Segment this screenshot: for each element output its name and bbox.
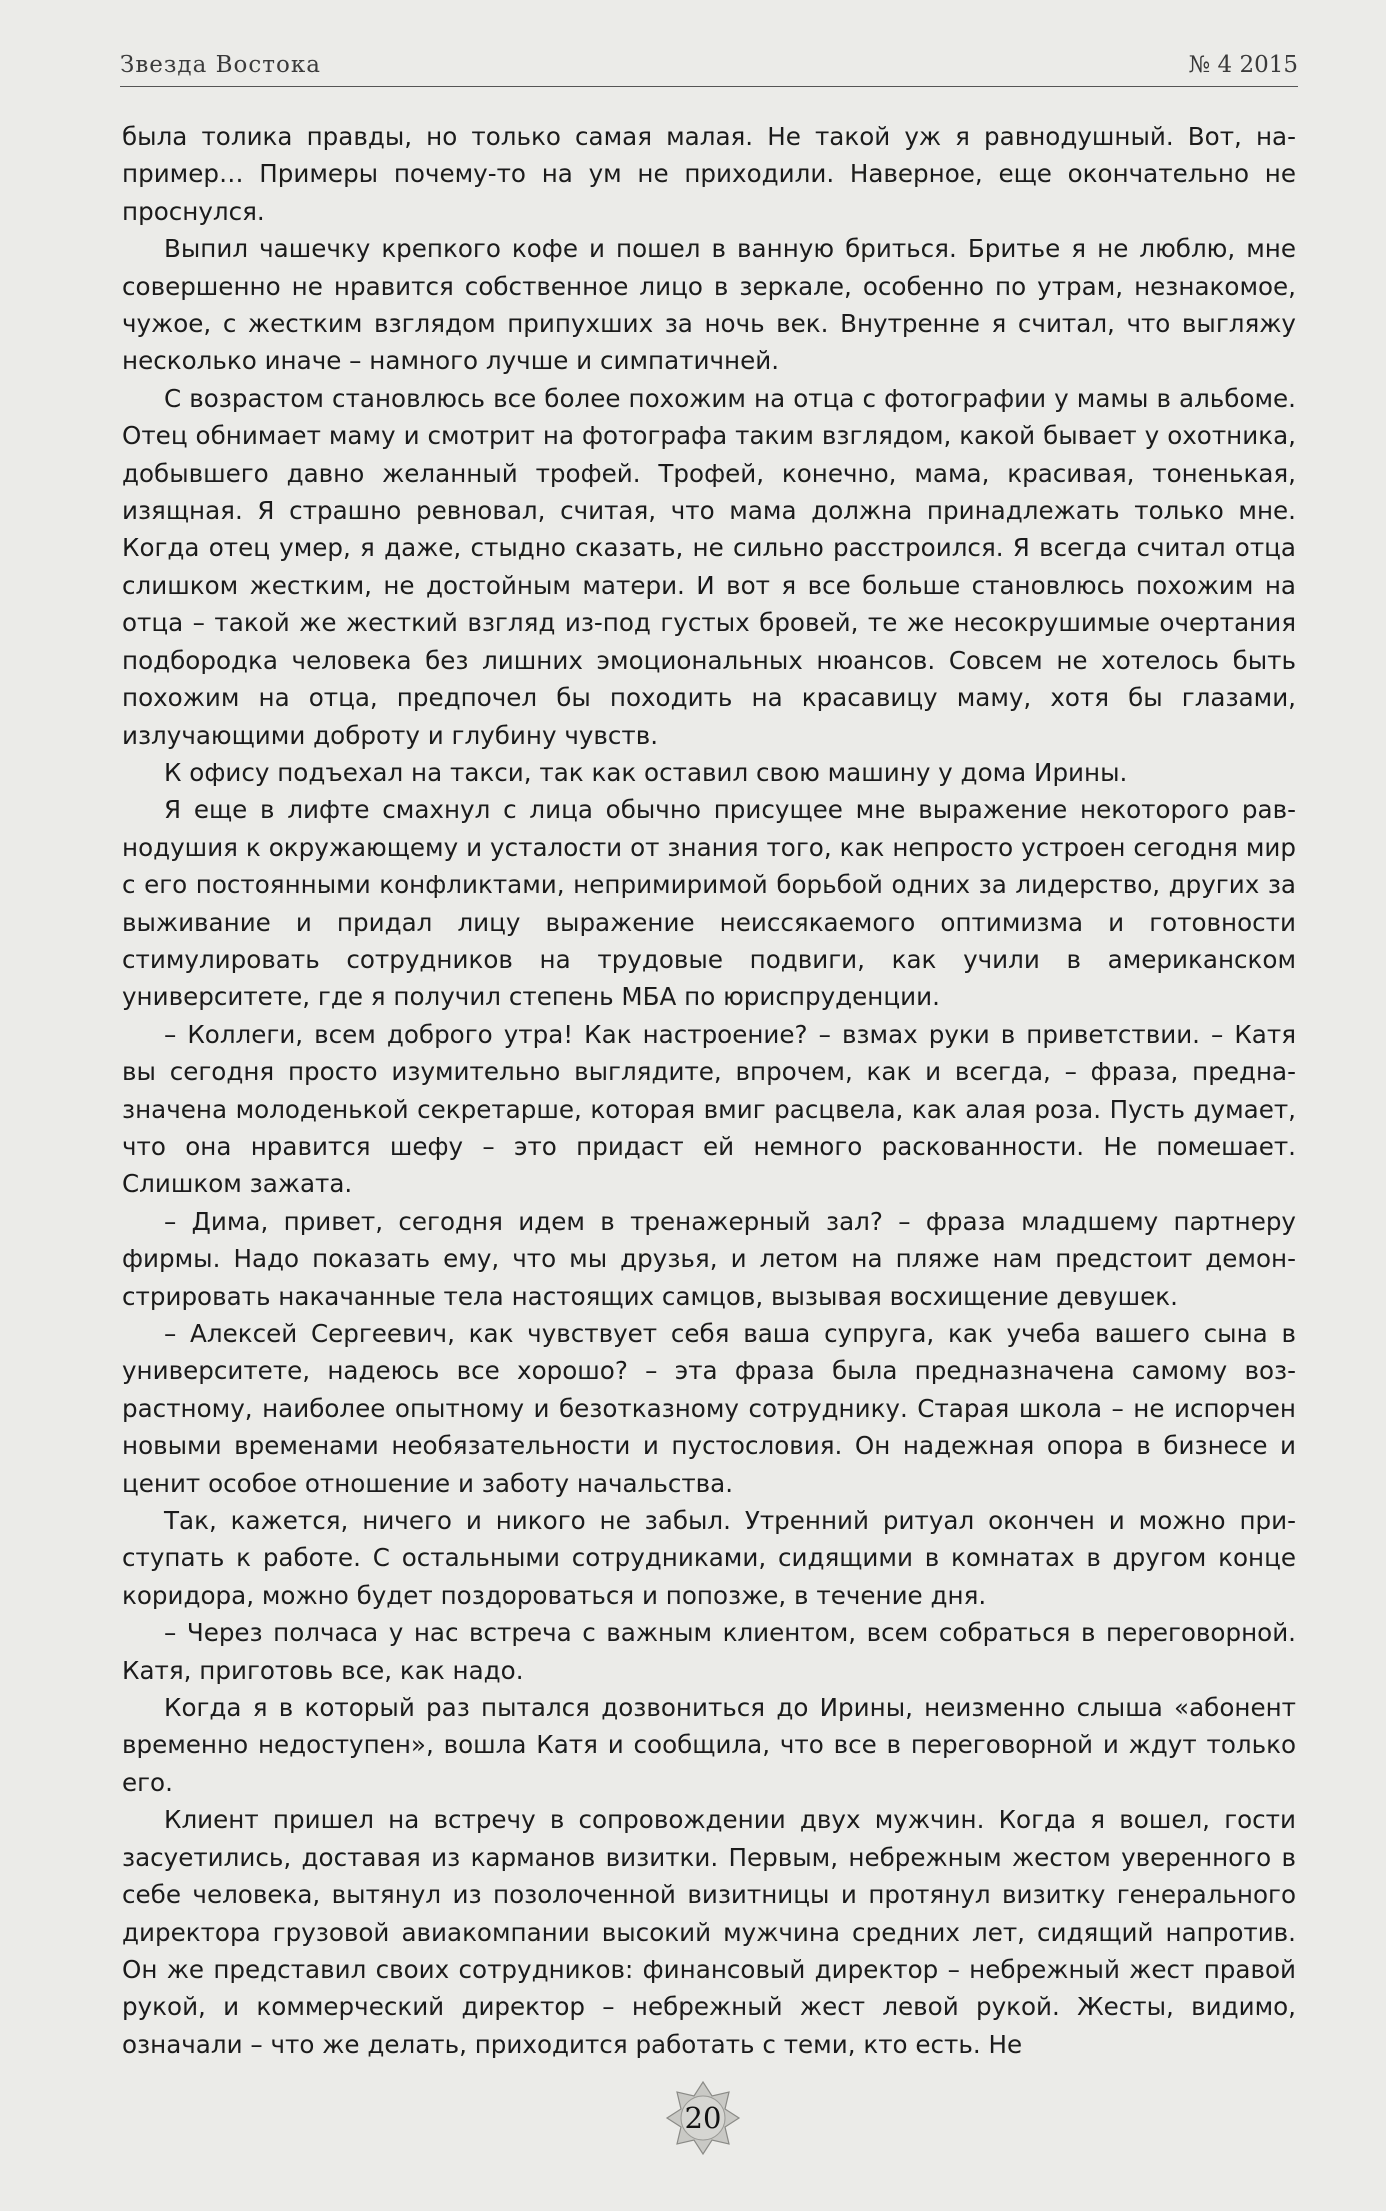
paragraph: – Дима, привет, сегодня идем в тренажерный зал? – фраза младшему партнеру фирмы. Надо показать ему, что мы друзья, и летом на пляже нам предстоит демонстрировать накачанные тела настоящих самцов, вызывая восхищение девушек.	[122, 1206, 1296, 1311]
paragraph: Когда я в который раз пытался дозвониться до Ирины, неизменно слыша «абонент временно недоступен», вошла Катя и сообщила, что все в переговорной и ждут только его.	[122, 1693, 1296, 1797]
paragraph: – Алексей Сергеевич, как чувствует себя ваша супруга, как учеба вашего сына в университете, надеюсь все хорошо? – эта фраза была предназначена самому возрастному, наиболее опытному и безотказному сотруднику. Старая школа – не испорчен новыми временами необязательности и пустословия. Он надежная опора в бизнесе и ценит особое отношение и заботу начальства.	[122, 1319, 1296, 1498]
paragraph: Так, кажется, ничего и никого не забыл. Утренний ритуал окончен и можно приступать к работе. С остальными сотрудниками, сидящими в комнатах в другом конце коридора, можно будет поздороваться и попозже, в течение дня.	[122, 1506, 1296, 1610]
paragraph: была толика правды, но только самая малая. Не такой уж я равнодушный. Вот, например… Примеры почему-то на ум не приходили. Наверное, еще окончательно не проснулся.	[122, 122, 1296, 226]
journal-title: Звезда Востока	[120, 52, 321, 78]
paragraph: Клиент пришел на встречу в сопровождении двух мужчин. Когда я вошел, гости засуетились, доставая из карманов визитки. Первым, небрежным жестом уверенного в себе человека, вытянул из позолоченной визитницы и протянул визитку генерального директора грузовой авиакомпании высокий мужчина средних лет, сидящий напротив. Он же представил своих сотрудников: финансовый директор – небрежный жест правой рукой, и коммерческий директор – небрежный жест левой рукой. Жесты, видимо, означали – что же делать, приходится работать с теми, кто есть. Не	[122, 1805, 1296, 2059]
paragraph: – Коллеги, всем доброго утра! Как настроение? – взмах руки в приветствии. – Катя вы сегодня просто изумительно выглядите, впрочем, как и всегда, – фраза, предназначена молоденькой секретарше, которая вмиг расцвела, как алая роза. Пусть думает, что она нравится шефу – это придаст ей немного раскованности. Не помешает. Слишком зажата.	[122, 1019, 1296, 1199]
page-number-badge	[665, 2080, 741, 2156]
paragraph: Я еще в лифте смахнул с лица обычно присущее мне выражение некоторого равнодушия к окружающему и усталости от знания того, как непросто устроен сегодня мир с его постоянными конфликтами, непримиримой борьбой одних за лидерство, других за выживание и придал лицу выражение неиссякаемого оптимизма и готовности стимулировать сотрудников на трудовые подвиги, как учили в американском университете, где я получил степень МБА по юриспруденции.	[122, 795, 1296, 1012]
paragraph: Выпил чашечку крепкого кофе и пошел в ванную бриться. Бритье я не люблю, мне совершенно не нравится собственное лицо в зеркале, особенно по утрам, незнакомое, чужое, с жестким взглядом припухших за ночь век. Внутренне я считал, что выгляжу несколько иначе – намного лучше и симпатичней.	[122, 234, 1296, 376]
article-body	[122, 118, 1296, 2063]
paragraph: С возрастом становлюсь все более похожим на отца с фотографии у мамы в альбоме. Отец обнимает маму и смотрит на фотографа таким взглядом, какой бывает у охотника, добывшего давно желанный трофей. Трофей, конечно, мама, красивая, тоненькая, изящная. Я страшно ревновал, считая, что мама должна принадлежать только мне. Когда отец умер, я даже, стыдно сказать, не сильно расстроился. Я всегда считал отца слишком жестким, не достойным матери. И вот я все больше становлюсь похожим на отца – такой же жесткий взгляд из-под густых бровей, те же несокрушимые очертания подбородка человека без лишних эмоциональных нюансов. Совсем не хотелось быть похожим на отца, предпочел бы походить на красавицу маму, хотя бы глазами, излучающими доброту и глубину чувств.	[122, 383, 1296, 750]
issue-number: № 4 2015	[1188, 52, 1298, 78]
paragraph: К офису подъехал на такси, так как оставил свою машину у дома Ирины.	[164, 757, 1128, 787]
paragraph: – Через полчаса у нас встреча с важным клиентом, всем собраться в переговорной. Катя, приготовь все, как надо.	[122, 1618, 1296, 1685]
header-divider	[120, 86, 1298, 87]
running-header	[120, 52, 1298, 86]
page-number: 20	[684, 2101, 722, 2135]
